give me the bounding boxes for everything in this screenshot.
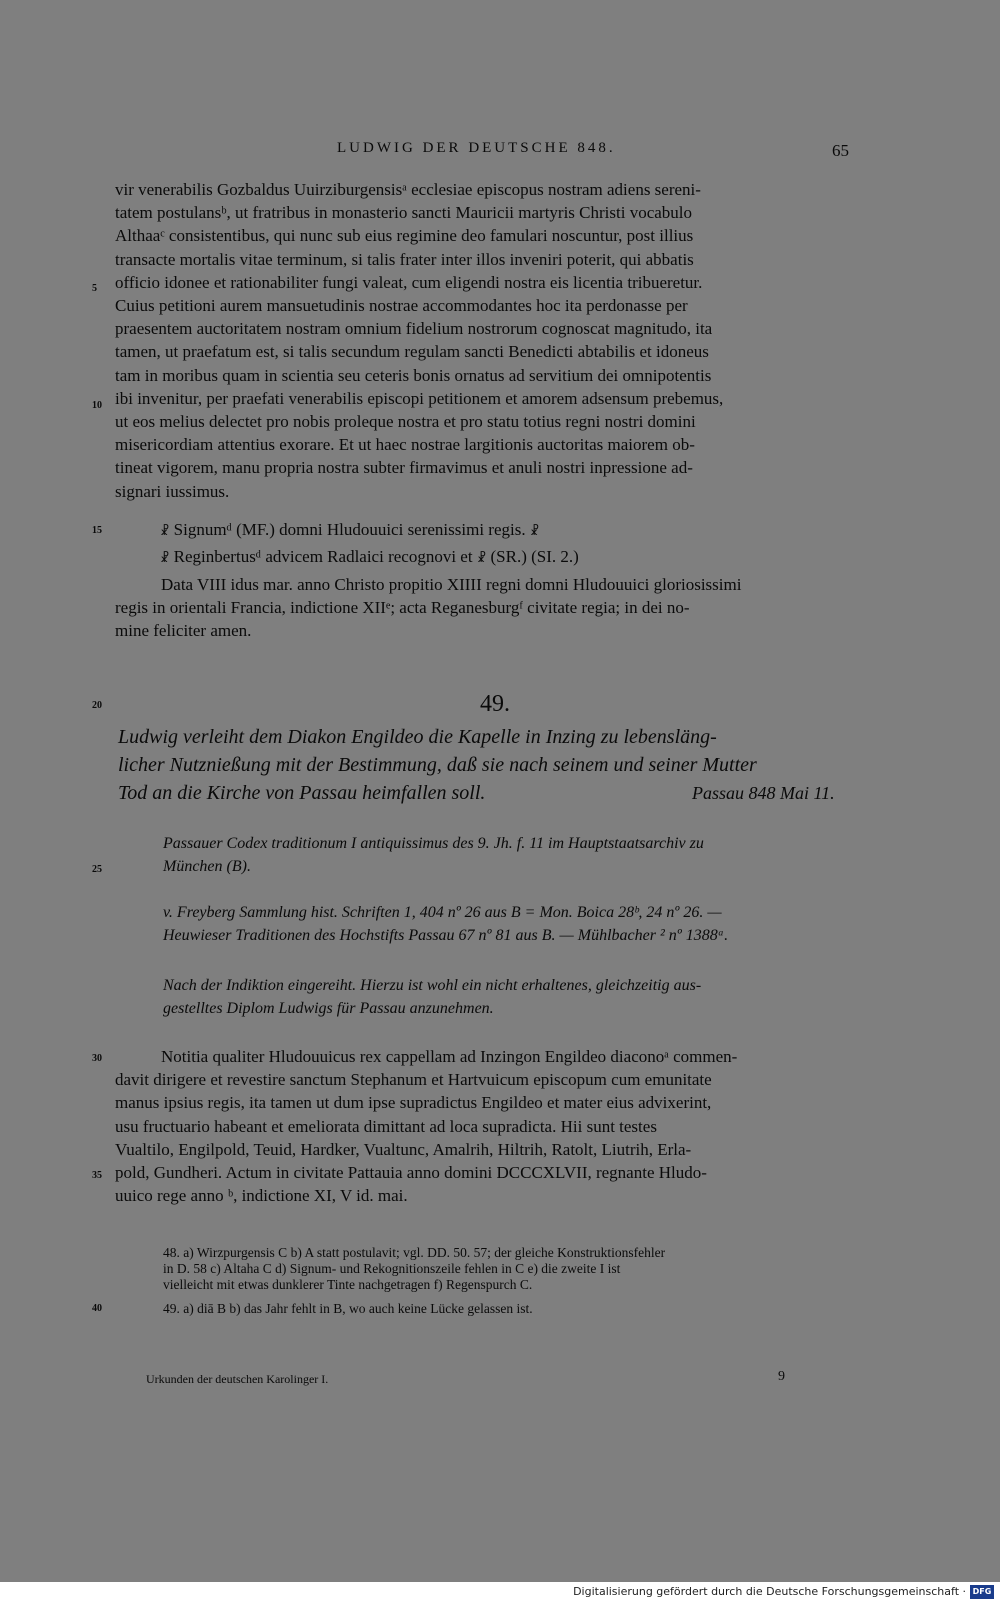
chrismon-cross-icon: ☧ xyxy=(160,551,170,565)
text-line: misericordiam attentius exorare. Et ut haec nostrae largitionis auctoritas maiorem ob- xyxy=(115,435,695,454)
line-number: 10 xyxy=(92,400,102,411)
digitization-credit-bar xyxy=(0,1582,1000,1603)
note-line: gestelltes Diplom Ludwigs für Passau anzunehmen. xyxy=(163,1000,494,1017)
text-line: tam in moribus quam in scientia seu ceteris bonis ornatus ad servitium dei omnipotentis xyxy=(115,366,712,385)
line-number: 35 xyxy=(92,1170,102,1181)
text-line: officio idonee et rationabiliter fungi valeat, cum eligendi nostra eis licentia tribueretur. xyxy=(115,273,703,292)
line-number: 40 xyxy=(92,1303,102,1314)
text-line: manus ipsius regis, ita tamen ut dum ipse supradictus Engildeo et mater eius advixerint, xyxy=(115,1093,712,1112)
text-line: ibi invenitur, per praefati venerabilis episcopi petitionem et amorem adsensum prebemus, xyxy=(115,389,724,408)
text-line: transacte mortalis vitae terminum, si talis frater inter illos inveniri poterit, qui abbatis xyxy=(115,250,694,269)
text-line: Cuius petitioni aurem mansuetudinis nostrae accommodantes hoc ita perdonasse per xyxy=(115,296,688,315)
text-line: uuico rege anno ᵇ, indictione XI, V id. mai. xyxy=(115,1186,408,1205)
recognition-end-text: (SR.) (SI. 2.) xyxy=(490,547,579,566)
text-line: ut eos melius delectet pro nobis proleque nostra et pro statu totius regni nostri domini xyxy=(115,412,696,431)
regest-line: Tod an die Kirche von Passau heimfallen soll. xyxy=(118,782,486,804)
text-line: regis in orientali Francia, indictione XIIᵉ; acta Reganesburgᶠ civitate regia; in dei no- xyxy=(115,598,690,617)
regest-line: licher Nutznießung mit der Bestimmung, daß sie nach seinem und seiner Mutter xyxy=(118,754,757,776)
chrismon-cross-icon: ☧ xyxy=(529,524,540,538)
collection-title: Urkunden der deutschen Karolinger I. xyxy=(146,1372,329,1386)
recognition-line xyxy=(160,545,579,570)
text-line: davit dirigere et revestire sanctum Stephanum et Hartvuicum episcopum cum emunitate xyxy=(115,1070,712,1089)
page-number: 65 xyxy=(832,141,849,160)
signum-text: Signumᵈ (MF.) domni Hludouuici serenissimi regis. xyxy=(173,520,526,539)
text-line: Data VIII idus mar. anno Christo propitio XIIII regni domni Hludouuici gloriosissimi xyxy=(161,575,742,594)
signum-line xyxy=(160,518,539,543)
line-number: 25 xyxy=(92,864,102,875)
footnote-line: 48. a) Wirzpurgensis C b) A statt postulavit; vgl. DD. 50. 57; der gleiche Konstruktionsfehler xyxy=(163,1245,666,1260)
footnote-line: 49. a) diā B b) das Jahr fehlt in B, wo auch keine Lücke gelassen ist. xyxy=(163,1301,533,1316)
note-line: Nach der Indiktion eingereiht. Hierzu ist wohl ein nicht erhaltenes, gleichzeitig aus- xyxy=(163,977,702,994)
line-number: 30 xyxy=(92,1053,102,1064)
text-line: tamen, ut praefatum est, si talis secundum regulam sancti Benedicti abtabilis et idoneus xyxy=(115,342,709,361)
text-line: praesentem auctoritatem nostram omnium fidelium nostrorum cognoscat magnitudo, ita xyxy=(115,319,713,338)
footnote-line: in D. 58 c) Altaha C d) Signum- und Rekognitionszeile fehlen in C e) die zweite I ist xyxy=(163,1261,621,1276)
text-line: Notitia qualiter Hludouuicus rex cappellam ad Inzingon Engildeo diaconoᵃ commen- xyxy=(161,1047,738,1066)
text-line: usu fructuario habeant et emeliorata dimittant ad loca supradicta. Hii sunt testes xyxy=(115,1117,657,1136)
text-line: tineat vigorem, manu propria nostra subter firmavimus et anuli nostri inpressione ad- xyxy=(115,458,693,477)
document-number: 49. xyxy=(480,691,510,717)
dfg-logo-icon: DFG xyxy=(970,1585,994,1599)
sheet-signature: 9 xyxy=(778,1369,785,1384)
line-number: 15 xyxy=(92,525,102,536)
text-line: Vualtilo, Engilpold, Teuid, Hardker, Vualtunc, Amalrih, Hiltrih, Ratolt, Liutrih, Erla- xyxy=(115,1140,692,1159)
recognition-text: Reginbertusᵈ advicem Radlaici recognovi et xyxy=(173,547,473,566)
source-line: München (B). xyxy=(163,858,251,875)
text-line: signari iussimus. xyxy=(115,482,230,501)
credit-text: Digitalisierung gefördert durch die Deutsche Forschungsgemeinschaft · xyxy=(573,1585,966,1598)
chrismon-cross-icon: ☧ xyxy=(476,551,487,565)
line-number: 5 xyxy=(92,283,97,294)
footnote-line: vielleicht mit etwas dunklerer Tinte nachgetragen f) Regenspurch C. xyxy=(163,1277,533,1292)
line-number: 20 xyxy=(92,700,102,711)
text-line: mine feliciter amen. xyxy=(115,621,252,640)
literature-line: v. Freyberg Sammlung hist. Schriften 1, 404 nº 26 aus B = Mon. Boica 28ᵇ, 24 nº 26. — xyxy=(163,904,722,921)
chrismon-cross-icon: ☧ xyxy=(160,524,170,538)
text-line: tatem postulansᵇ, ut fratribus in monasterio sancti Mauricii martyris Christi vocabulo xyxy=(115,203,693,222)
text-line: Althaaᶜ consistentibus, qui nunc sub eius regimine deo famulari noscuntur, post illius xyxy=(115,226,694,245)
literature-line: Heuwieser Traditionen des Hochstifts Passau 67 nº 81 aus B. — Mühlbacher ² nº 1388ᵃ. xyxy=(163,927,729,944)
running-header: LUDWIG DER DEUTSCHE 848. xyxy=(337,140,616,156)
regest-date: Passau 848 Mai 11. xyxy=(692,783,835,803)
text-line: vir venerabilis Gozbaldus Uuirziburgensisᵃ ecclesiae episcopus nostram adiens sereni- xyxy=(115,180,701,199)
regest-line: Ludwig verleiht dem Diakon Engildeo die Kapelle in Inzing zu lebensläng- xyxy=(118,726,717,748)
text-line: pold, Gundheri. Actum in civitate Pattauia anno domini DCCCXLVII, regnante Hludo- xyxy=(115,1163,707,1182)
source-line: Passauer Codex traditionum I antiquissimus des 9. Jh. f. 11 im Hauptstaatsarchiv zu xyxy=(163,835,704,852)
